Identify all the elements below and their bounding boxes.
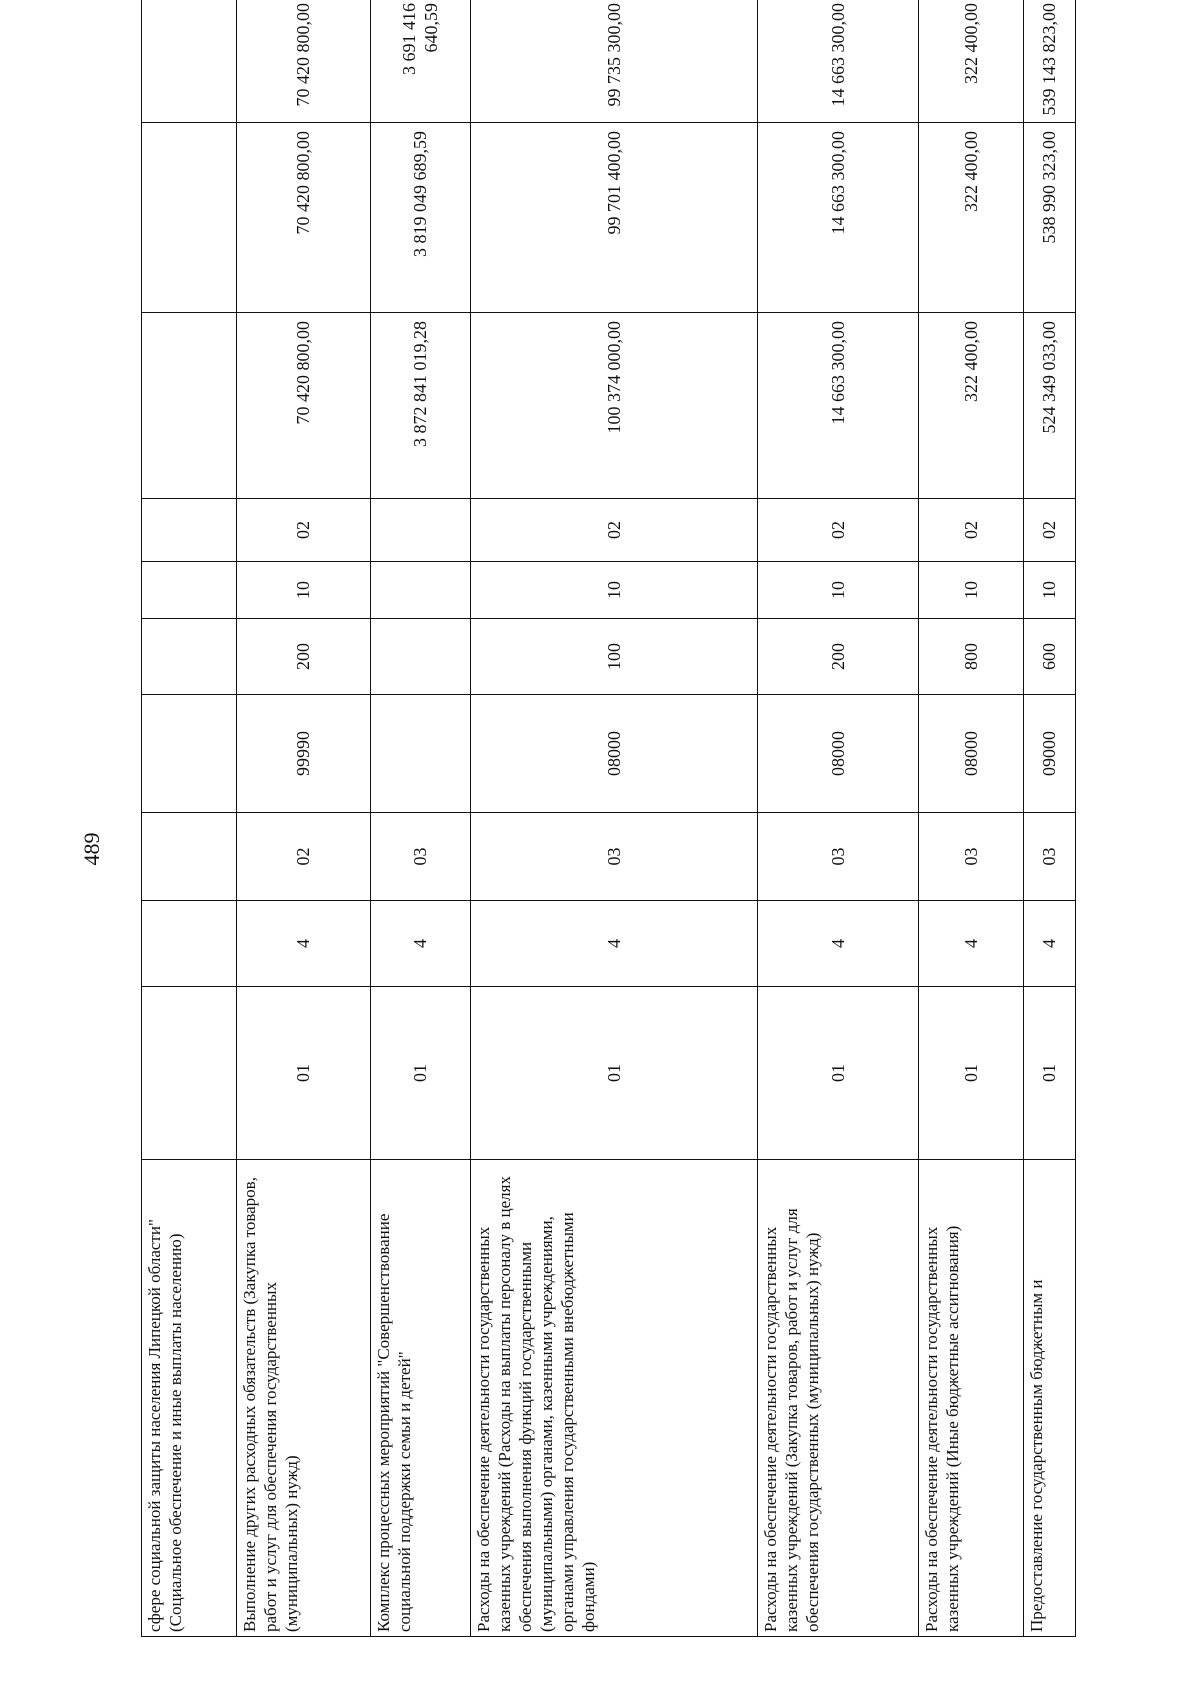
cell-code-5: 200 xyxy=(757,619,918,695)
cell-code-4: 99990 xyxy=(236,695,370,813)
rotated-table-wrapper xyxy=(141,3,1076,1637)
cell-code-2: 4 xyxy=(919,901,1024,987)
cell-code-3: 03 xyxy=(757,813,918,901)
cell-code-5: 200 xyxy=(236,619,370,695)
cell-code-6: 10 xyxy=(236,562,370,619)
cell-amount-3: 322 400,00 xyxy=(919,0,1024,123)
cell-code-7: 02 xyxy=(1023,499,1075,562)
table-row xyxy=(370,0,470,1637)
page-number: 489 xyxy=(79,832,104,866)
cell-code-4: 08000 xyxy=(757,695,918,813)
cell-amount-1: 14 663 300,00 xyxy=(757,313,918,499)
row-description: Расходы на обеспечение деятельности государственных казенных учреждений (Иные бюджетные ассигнования) xyxy=(919,1160,1024,1637)
cell-amount-2: 322 400,00 xyxy=(919,123,1024,313)
cell-amount-3: 539 143 823,00 xyxy=(1023,0,1075,123)
cell-code-1: 01 xyxy=(370,987,470,1160)
table-row xyxy=(236,0,370,1637)
cell-code-7: 02 xyxy=(236,499,370,562)
cell-code-3: 03 xyxy=(1023,813,1075,901)
cell-code-7: 02 xyxy=(919,499,1024,562)
cell-code-5: 800 xyxy=(919,619,1024,695)
cell-amount-2: 70 420 800,00 xyxy=(236,123,370,313)
cell-code-6: 10 xyxy=(757,562,918,619)
cell-amount-2 xyxy=(142,123,237,313)
cell-code-7: 02 xyxy=(471,499,758,562)
cell-code-7 xyxy=(370,499,470,562)
cell-code-2 xyxy=(142,901,237,987)
cell-amount-2: 99 701 400,00 xyxy=(471,123,758,313)
cell-code-5 xyxy=(370,619,470,695)
cell-amount-2: 3 819 049 689,59 xyxy=(370,123,470,313)
cell-amount-3: 14 663 300,00 xyxy=(757,0,918,123)
row-description: Расходы на обеспечение деятельности государственных казенных учреждений (Расходы на выплаты персоналу в целях обеспечения выполнения функций государственными (муниципальными) органами, казенными учреждениями, органами управления государственными внебюджетными фондами) xyxy=(471,1160,758,1637)
cell-code-4 xyxy=(142,695,237,813)
cell-amount-1: 3 872 841 019,28 xyxy=(370,313,470,499)
table-row xyxy=(919,0,1024,1637)
cell-amount-3: 3 691 416 640,59 xyxy=(370,0,470,123)
cell-code-2: 4 xyxy=(236,901,370,987)
table-row xyxy=(471,0,758,1637)
cell-amount-3: 70 420 800,00 xyxy=(236,0,370,123)
cell-code-3: 03 xyxy=(919,813,1024,901)
cell-code-1: 01 xyxy=(471,987,758,1160)
cell-code-7 xyxy=(142,499,237,562)
cell-amount-1: 524 349 033,00 xyxy=(1023,313,1075,499)
row-description: Расходы на обеспечение деятельности государственных казенных учреждений (Закупка товаров, работ и услуг для обеспечения государственных (муниципальных) нужд) xyxy=(757,1160,918,1637)
cell-amount-2: 538 990 323,00 xyxy=(1023,123,1075,313)
cell-code-2: 4 xyxy=(370,901,470,987)
cell-code-1: 01 xyxy=(757,987,918,1160)
cell-code-5: 600 xyxy=(1023,619,1075,695)
cell-code-6: 10 xyxy=(471,562,758,619)
cell-code-4: 08000 xyxy=(471,695,758,813)
cell-code-4 xyxy=(370,695,470,813)
cell-amount-2: 14 663 300,00 xyxy=(757,123,918,313)
row-description: Комплекс процессных мероприятий "Совершенствование социальной поддержки семьи и детей" xyxy=(370,1160,470,1637)
cell-code-3: 03 xyxy=(370,813,470,901)
cell-code-4: 08000 xyxy=(919,695,1024,813)
cell-code-2: 4 xyxy=(1023,901,1075,987)
cell-code-6: 10 xyxy=(919,562,1024,619)
table-row xyxy=(142,0,237,1637)
cell-code-1: 01 xyxy=(1023,987,1075,1160)
cell-amount-1: 100 374 000,00 xyxy=(471,313,758,499)
cell-code-5: 100 xyxy=(471,619,758,695)
row-description: Выполнение других расходных обязательств (Закупка товаров, работ и услуг для обеспечения государственных (муниципальных) нужд) xyxy=(236,1160,370,1637)
cell-code-6: 10 xyxy=(1023,562,1075,619)
row-description: Предоставление государственным бюджетным и xyxy=(1023,1160,1075,1637)
cell-amount-1: 322 400,00 xyxy=(919,313,1024,499)
cell-code-6 xyxy=(370,562,470,619)
table-row xyxy=(1023,0,1075,1637)
cell-amount-3 xyxy=(142,0,237,123)
cell-amount-3: 99 735 300,00 xyxy=(471,0,758,123)
budget-table xyxy=(141,0,1076,1637)
cell-code-7: 02 xyxy=(757,499,918,562)
cell-code-1: 01 xyxy=(919,987,1024,1160)
cell-code-1 xyxy=(142,987,237,1160)
cell-code-5 xyxy=(142,619,237,695)
cell-code-2: 4 xyxy=(757,901,918,987)
row-description: сфере социальной защиты населения Липецкой области" (Социальное обеспечение и иные выплаты населению) xyxy=(142,1160,237,1637)
cell-code-6 xyxy=(142,562,237,619)
cell-code-4: 09000 xyxy=(1023,695,1075,813)
cell-amount-1 xyxy=(142,313,237,499)
cell-code-3 xyxy=(142,813,237,901)
cell-code-3: 02 xyxy=(236,813,370,901)
cell-code-3: 03 xyxy=(471,813,758,901)
cell-code-1: 01 xyxy=(236,987,370,1160)
cell-code-2: 4 xyxy=(471,901,758,987)
cell-amount-1: 70 420 800,00 xyxy=(236,313,370,499)
table-row xyxy=(757,0,918,1637)
